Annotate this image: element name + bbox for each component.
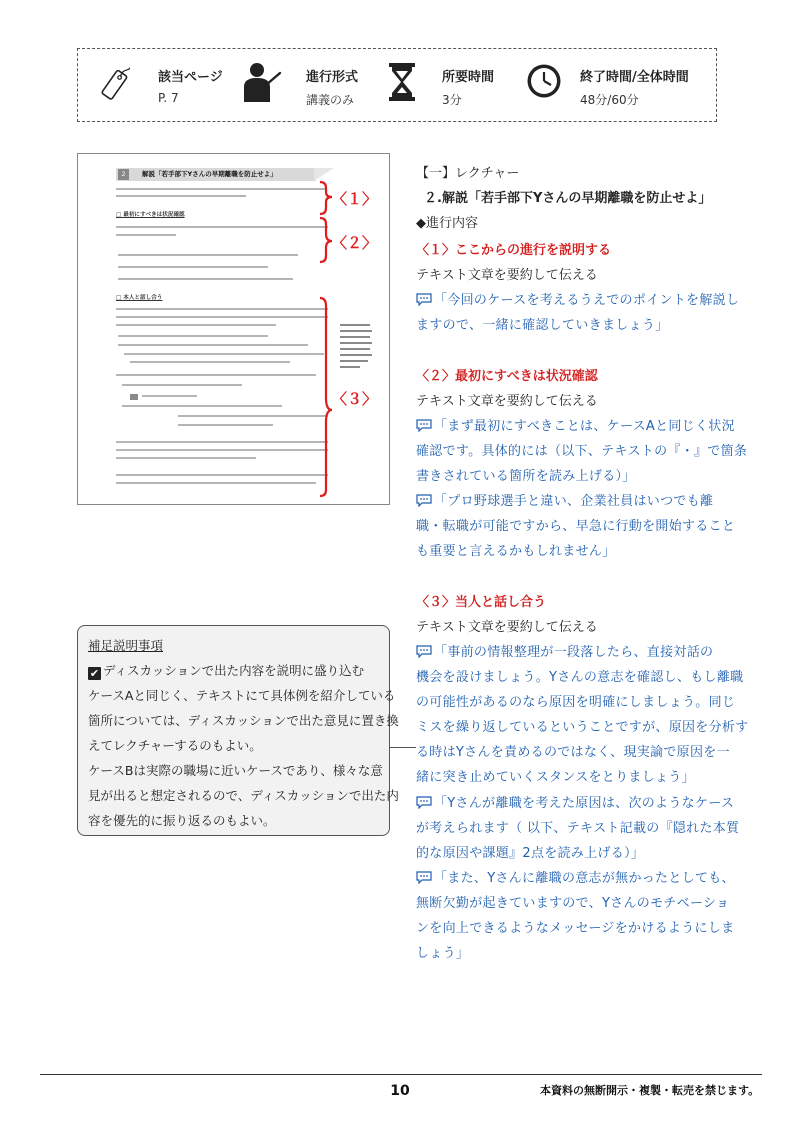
text-line [122, 405, 282, 407]
note-connector-line [390, 747, 416, 748]
bookmark-tag-icon [100, 63, 130, 109]
note-title: 補足説明事項 [88, 638, 164, 653]
lecturer-icon [240, 61, 282, 107]
margin-note-line [340, 342, 372, 344]
thumbnail-title: 解説「若手部下Yさんの早期離職を防止せよ」 [116, 168, 316, 181]
text-line [116, 449, 328, 451]
speech-line: 「今回のケースを考えるうえでのポイントを解説し [416, 289, 739, 310]
hourglass-icon [388, 62, 416, 106]
section-2-instruction: テキスト文章を要約して伝える [416, 394, 598, 409]
header-cell-format [238, 49, 378, 123]
header-value-page: P. 7 [158, 91, 179, 105]
thumbnail-subheading-1: □ 最初にすべきは状況確認 [116, 212, 185, 218]
speech-line: 確認です。具体的には（以下、テキストの『・』で箇条 [416, 444, 748, 459]
speech-bubble-icon [416, 871, 432, 888]
text-line [116, 474, 328, 476]
thumbnail-subheading-2: □ 本人と話し合う [116, 295, 163, 301]
header-label-format: 進行形式 [306, 70, 359, 85]
note-line: えてレクチャーするのもよい。 [88, 738, 262, 753]
lecture-heading: 【一】レクチャー [416, 166, 520, 181]
speech-line: 「また、Yさんに離職の意志が無かったとしても、 [416, 867, 735, 888]
text-line [116, 308, 328, 310]
speech-line: 緒に突き止めていくスタンスをとりましょう」 [416, 770, 695, 785]
margin-note-line [340, 324, 370, 326]
text-line [116, 441, 328, 443]
section-brace-markers [318, 178, 338, 498]
header-label-end-time: 終了時間/全体時間 [580, 70, 689, 85]
text-line [142, 395, 197, 397]
margin-note-line [340, 354, 372, 356]
text-line [118, 344, 308, 346]
margin-note-line [340, 336, 370, 338]
margin-note-line [340, 348, 370, 350]
speech-line: 的な原因や課題』2点を読み上げる）」 [416, 846, 645, 861]
text-line [116, 324, 276, 326]
progress-label: ◆進行内容 [416, 216, 478, 231]
speech-line: 「プロ野球選手と違い、企業社員はいつでも離 [416, 490, 713, 511]
speech-bubble-icon [416, 494, 432, 511]
text-line [116, 226, 328, 228]
text-line [116, 188, 326, 190]
lecture-subheading: ２.解説「若手部下Yさんの早期離職を防止せよ」 [424, 191, 712, 206]
speech-line: の可能性があるのなら原因を明確にしましょう。同じ [416, 695, 736, 710]
text-line [116, 457, 256, 459]
speech-line: 書きされている箇所を読み上げる）」 [416, 469, 636, 484]
speech-line: 機会を設けましょう。Yさんの意志を確認し、もし離職 [416, 670, 744, 685]
note-line: ケースBは実際の職場に近いケースであり、様々な意 [88, 763, 383, 778]
text-line [118, 335, 268, 337]
speech-line: ますので、一緒に確認していきましょう」 [416, 318, 669, 333]
text-line [116, 234, 176, 236]
textbook-page-thumbnail [77, 153, 390, 505]
speech-line: ンを向上できるようなメッセージをかけるようにしま [416, 921, 735, 936]
margin-note-line [340, 330, 372, 332]
section-2-title: 〈２〉最初にすべきは状況確認 [416, 369, 598, 384]
header-label-page: 該当ページ [158, 70, 223, 85]
copyright-notice: 本資料の無断開示・複製・転売を禁じます。 [540, 1084, 760, 1097]
supplementary-note-box [77, 625, 399, 836]
speech-bubble-icon [416, 645, 432, 662]
text-line [130, 361, 290, 363]
note-line: 箇所については、ディスカッションで出た意見に置き換 [88, 713, 399, 728]
speech-line: しょう」 [416, 946, 470, 961]
speech-line: も重要と言えるかもしれません」 [416, 544, 616, 559]
text-line [122, 384, 242, 386]
header-value-format: 講義のみ [306, 93, 355, 107]
speech-line: 「Yさんが離職を考えた原因は、次のようなケース [416, 792, 734, 813]
brace-label-1: 〈１〉 [332, 190, 378, 208]
thumbnail-section-number: 2 [118, 169, 129, 180]
footer-divider [40, 1074, 762, 1075]
text-line [178, 424, 273, 426]
section-3-instruction: テキスト文章を要約して伝える [416, 620, 598, 635]
text-line [118, 278, 293, 280]
brace-label-3: 〈３〉 [332, 390, 378, 408]
speech-line: 「まず最初にすべきことは、ケースAと同じく状況 [416, 415, 735, 436]
page-number: 10 [390, 1083, 410, 1099]
clock-icon [526, 63, 562, 103]
header-label-duration: 所要時間 [442, 70, 495, 85]
text-line [118, 266, 268, 268]
header-cell-duration [378, 49, 518, 123]
header-value-duration: 3分 [442, 93, 462, 107]
section-3-title: 〈３〉当人と話し合う [416, 595, 547, 610]
header-value-end-time: 48分/60分 [580, 93, 639, 107]
session-info-box [77, 48, 717, 122]
text-line [118, 254, 298, 256]
text-line [116, 482, 316, 484]
speech-line: る時はYさんを責めるのではなく、現実論で原因を一 [416, 745, 730, 760]
margin-note-line [340, 360, 368, 362]
text-line [178, 415, 328, 417]
checkmark-icon: ✔ [89, 667, 100, 680]
speech-line: 無断欠勤が起きていますので、Yさんのモチベーショ [416, 896, 730, 911]
section-1-title: 〈１〉ここからの進行を説明する [416, 243, 612, 258]
arrow-mark [130, 394, 138, 400]
text-line [124, 353, 324, 355]
note-line: ケースAと同じく、テキストにて具体例を紹介している [88, 688, 396, 703]
speech-line: が考えられます（ 以下、テキスト記載の『隠れた本質 [416, 821, 740, 836]
text-line [116, 374, 316, 376]
note-line: ✔ ディスカッションで出た内容を説明に盛り込む [89, 663, 365, 680]
speech-bubble-icon [416, 293, 432, 310]
brace-label-2: 〈２〉 [332, 234, 378, 252]
text-line [116, 316, 328, 318]
speech-bubble-icon [416, 419, 432, 436]
header-cell-page [78, 49, 238, 123]
margin-note-line [340, 366, 360, 368]
speech-line: ミスを繰り返しているということですが、原因を分析す [416, 720, 749, 735]
text-line [116, 195, 246, 197]
header-cell-end-time [518, 49, 718, 123]
section-1-instruction: テキスト文章を要約して伝える [416, 268, 598, 283]
note-line: 容を優先的に振り返るのもよい。 [88, 813, 276, 828]
speech-line: 「事前の情報整理が一段落したら、直接対話の [416, 641, 713, 662]
note-line: 見が出ると想定されるので、ディスカッションで出た内 [88, 788, 399, 803]
speech-bubble-icon [416, 796, 432, 813]
speech-line: 職・転職が可能ですから、早急に行動を開始すること [416, 519, 736, 534]
